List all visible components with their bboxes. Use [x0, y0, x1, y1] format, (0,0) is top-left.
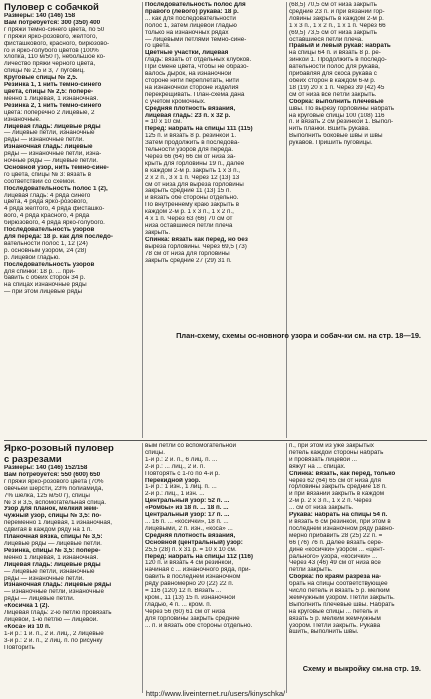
text-line: — изнаночные петли, изнаночные [4, 589, 104, 596]
text-line: Перекидной узор. [145, 477, 201, 484]
text-line: вательности полос для рукава, [289, 64, 380, 71]
text-line: Лицевая гладь: лицевые ряды [4, 561, 101, 568]
column-3 [289, 2, 427, 258]
column-divider [142, 2, 143, 438]
text-line: Лицевая гладь: 2-ю петлю провязать [4, 610, 112, 617]
text-line: переменно 1 лицевая, 1 изнаночная, [4, 520, 113, 527]
column-divider [286, 443, 287, 693]
section-pink-pullover [4, 443, 427, 693]
text-line: Размеры: 140 (146) 152/158 [4, 465, 88, 471]
text-line: рукавов. Пришить пуговицы. [289, 140, 373, 147]
text-line: Сборка: по краям разреза на- [289, 574, 382, 581]
text-line: Изнаночная гладь: лицевые [4, 144, 93, 151]
text-line: последнем изнаночном ряду равно- [289, 525, 395, 532]
text-line: 2-й р.: лиц., 1 изн. ... [145, 491, 205, 498]
text-line: Вам потребуется: 550 (600) 650 [4, 471, 101, 478]
text-line: Центральный узор: 17 п. ... [145, 512, 230, 519]
text-line: г пряжи темно-синего цвета, по 50 [4, 26, 105, 33]
text-line: 7% шелка, 125 м/50 г), спицы [4, 492, 90, 499]
text-line: вательности полос 1, 12 (24) [4, 240, 88, 247]
text-line: только на изнаночных рядах [145, 29, 229, 36]
text-line [289, 188, 427, 195]
text-line: Круговые спицы № 2,5. [4, 75, 78, 82]
text-line: 66 (76) 76 п. Далее вязать сере- [289, 539, 384, 546]
text-line: Вам потребуется: 300 (350) 400 [4, 19, 101, 26]
text-line: г пряжи ярко-розового цвета (70% [4, 478, 104, 485]
text-line [289, 230, 427, 237]
text-line: Спинка: вязать, как перед, только [289, 470, 396, 477]
text-line: Последовательность полос 1 (2), [4, 185, 108, 192]
text-line: Затем продолжить в последова- [145, 140, 240, 147]
text-line: 1-й р.: 1 и. п., 2 и. лиц., 2 лицевые [4, 630, 104, 637]
text-line [289, 216, 427, 223]
text-line: ряду равномерно 20 (22) 22 п. [145, 581, 234, 588]
text-line: 2-й р.: ... лиц., 2 и. п. [145, 463, 206, 470]
text-line [289, 202, 427, 209]
note-line: ки см. на стр. 18—19. [344, 331, 421, 340]
text-line: хлопка, 110 м/50 г), небольшое ко- [4, 54, 106, 61]
text-line: 78 см от низа для горловины [145, 250, 230, 257]
text-line: овечьей шерсти, 23% полиамида, [4, 485, 104, 492]
text-line [289, 237, 427, 244]
text-line: 125 п. и вязать 8 р. резинкой 1. [145, 133, 237, 140]
text-line: каждом 2-м р. 1 x 3 п., 1 x 2 п., [145, 209, 234, 216]
column-2 [145, 443, 283, 629]
text-line: го цвета, спицы № 3: вязать в [4, 171, 92, 178]
text-line: изнаночные. [4, 116, 41, 123]
section-divider [4, 440, 427, 441]
text-line: п., при этом из уже закрытых [289, 443, 374, 449]
text-line: лицевая гладь: 4 ряда синего [4, 192, 91, 199]
text-line: Через 43 (46) 49 см от низа все [289, 560, 381, 567]
text-line [289, 251, 427, 258]
text-line: Выполнить боковые швы и швы [289, 133, 383, 140]
text-line: р. лицевой гладью. [4, 254, 61, 261]
text-line: ловины закрыть в каждом 2-м р. [289, 15, 384, 22]
text-line: см от низа все петли закрыть. [289, 91, 377, 98]
text-line: вого, 4 ряда красного, 4 ряда [4, 213, 90, 220]
text-line: 4 x 1 п. Через 63 (66) 70 см от [145, 216, 233, 223]
text-line: Повторить [4, 644, 35, 651]
text-line: лицевой, 1-ю петлю — лицевой. [4, 616, 99, 623]
text-line: Резинка 2, 1 нить темно-синего [4, 102, 102, 109]
text-line: на изнаночной стороне изделия [145, 84, 239, 91]
text-line: лицевые ряды — лицевые петли. [4, 540, 102, 547]
text-line: выреза горловины. Через 69,5 (73) [145, 243, 247, 250]
text-line: для спинки: 18 р. ... при- [4, 268, 76, 275]
text-line: Основной узор, нить темно-сине- [4, 164, 109, 171]
text-line: Последовательность полос для [145, 2, 246, 8]
text-line: По внутреннему краю закрыть в [145, 202, 240, 209]
text-line: «Косичка 1 (2). [4, 603, 50, 610]
text-line: и вязать обе стороны отдельно. [145, 195, 239, 202]
text-line: низа оставшиеся петли плеча [145, 223, 233, 229]
text-line: Средняя плотность вязания, [145, 532, 236, 539]
text-line: на спицах изнаночные ряды [4, 282, 87, 289]
text-line: 2 x 2 п., 3 x 1 п. Через 12 (13) 13 [145, 174, 240, 181]
text-line: менно 1 лицевая, 1 изнаночная. [4, 95, 99, 102]
text-line: Рукава: набрать на спицы 54 п. [289, 512, 388, 519]
text-line: начиная с ... изнаночного ряда, при- [145, 567, 251, 574]
note-line: Схему и выкройку см. [302, 664, 384, 673]
text-line: тельности узоров для переда. [145, 147, 234, 154]
text-line: закрыть. [145, 229, 171, 236]
text-line: Средняя плотность вязания, [145, 105, 236, 112]
text-line: 3-й р.: 2 и. п., 2 лиц. п. по рисунку [4, 637, 103, 644]
text-line: бавить с обеих сторон 34 р. [4, 275, 86, 282]
text-line: ... как для последовательности [145, 15, 236, 22]
text-line: жемчужным узором. Петли закрыть. [289, 594, 395, 601]
text-line: «Ромбы» из 18 п. ... 18 п. ... [145, 505, 229, 512]
text-line: го и ярко-голубого цветов (100% [4, 47, 99, 54]
text-line: Узор для планок, мелкий жем- [4, 506, 99, 513]
text-line [289, 244, 427, 251]
text-line: бавить в последнем изнаночном [145, 574, 241, 581]
text-line: ряды — изнаночные петли, изна- [4, 151, 102, 158]
text-line: г пряжи ярко-розового, желтого, [4, 33, 98, 40]
column-1 [4, 443, 139, 651]
text-line: вым петли со вспомогательной [145, 443, 237, 449]
text-line: и при вязании закрыть в каждом [289, 491, 385, 498]
text-line: Центральный узор: 52 п. ... [145, 498, 230, 505]
text-line: ... 16 п. ... «косички», 18 п. ... [145, 518, 229, 525]
text-line: Резинка, спицы № 3,5: попере- [4, 547, 101, 554]
text-line: Пуловер с собачкой [4, 2, 99, 13]
text-line [289, 154, 427, 161]
text-line: Основной (центральный) узор: [145, 539, 243, 546]
text-line: стороне нити переплетать, нити [145, 77, 239, 84]
text-line: прибавляя для скоса рукава с [289, 71, 377, 78]
text-line: петли закрыть. [289, 567, 333, 574]
text-line: 1 x 3 п., 1 x 2 п., 1 x 1 п. Через 66 [289, 22, 386, 29]
text-line: и провязать лицевой ... [289, 456, 358, 463]
text-line: Последовательность узоров [4, 261, 95, 268]
text-line [289, 223, 427, 230]
text-line: = 10 x 10 см. [145, 119, 183, 126]
text-line: (68,5) 70,5 см от низа закрыть [289, 2, 377, 8]
text-line: на круговые спицы 100 (108) 116 [289, 112, 385, 119]
text-line: с разрезами [4, 454, 62, 465]
text-line: для горловины закрыть средние [145, 615, 240, 622]
text-line: валось дырок, на изнаночной [145, 71, 232, 78]
text-line: 120 п. и вязать 4 см резинкой, [145, 560, 234, 567]
text-line: средние 23 п. и при вязании гор- [289, 8, 385, 15]
text-line: швы. По вырезу горловины набрать [289, 105, 395, 112]
text-line: полос 1, затем лицевой гладью [145, 22, 237, 29]
text-line: спицы. [145, 449, 165, 456]
text-line: горловины закрыть средние 18 п. [289, 484, 387, 491]
text-line: 1-й р.: 1 изн., 1 лиц. п. ... [145, 484, 217, 491]
text-line: гладь: вязать от отдельных клубков. [145, 57, 252, 64]
text-line: Правый и левый рукав: набрать [289, 43, 391, 50]
text-line: нить планки. Вшить рукава. [289, 126, 370, 133]
text-line: Лицевая гладь: лицевые ряды [4, 123, 101, 130]
text-line: в каждом 2-м р. закрыть 1 x 3 п., [145, 167, 241, 174]
text-line: правого (левого) рукава: 18 р. [145, 8, 239, 15]
text-line: петель каждой стороны набрать [289, 449, 384, 456]
text-line [289, 195, 427, 202]
text-line: р. основным узором, 24 (28) [4, 247, 87, 254]
text-line: рального» узора, «косички» ... [289, 553, 378, 560]
column-1 [4, 2, 139, 296]
text-line: № 3 и 3,5, вспомогательная спица. [4, 499, 107, 506]
text-line: Планочная вязка, спицы № 3,5: [4, 534, 103, 541]
text-line: (69,5) 73,5 см от низа закрыть [289, 29, 377, 36]
text-line [289, 161, 427, 168]
text-line: ряды — лицевые петли. [4, 596, 75, 603]
text-line: Перед: набрать на спицы 111 (115) [145, 126, 253, 133]
text-line: цвета, 4 ряда ярко-розового, [4, 199, 88, 206]
text-line: оставшиеся петли плеча. [289, 36, 363, 43]
text-line: узором. Петли закрыть. Рукава [289, 622, 381, 629]
text-line: вязать 5 р. мелким жемчужным [289, 615, 381, 622]
text-line: Перед: набрать на спицы 112 (116) [145, 553, 253, 560]
text-line: — при этом лицевые ряды [4, 289, 83, 296]
text-line: Размеры: 140 (146) 158 [4, 13, 76, 19]
text-line: 2-м р. 2 x 3 п., 1 x 2 п. Через [289, 498, 372, 505]
text-line: 4 ряда желтого, 4 ряда фисташко- [4, 206, 105, 213]
text-line: Выполнить плечевые швы. Набрать [289, 601, 395, 608]
text-line: При смене цвета, чтобы не образо- [145, 64, 249, 71]
text-line: через 62 (64) 65 см от низа для [289, 477, 381, 484]
text-line: цвета: поперечно 2 лицевые, 2 [4, 109, 95, 116]
column-divider [142, 443, 143, 693]
text-line: обеих сторон в каждом 6-м р. [289, 77, 376, 84]
text-line: ... п. и вязать обе стороны отдельно. [145, 622, 253, 629]
text-line: бирюзового, 4 ряда ярко-голубого. [4, 220, 105, 227]
note-line: новного узора и собач- [258, 331, 345, 340]
text-line: «Коса» из 10 п. [4, 623, 51, 630]
section-dog-pullover [4, 2, 427, 438]
text-line: крыть для горловины 19 п., далее [145, 160, 245, 167]
text-line: — лицевые петли, изнаночные [4, 568, 95, 575]
text-line: закрыть средние 11 (13) 15 п. [145, 188, 232, 195]
text-line: сдвигая в каждом ряду на 1 п. [4, 527, 93, 534]
column-3 [289, 443, 427, 636]
text-line: Через 56 (60) 61 см от низа [145, 608, 226, 615]
text-line: Цветные участки, лицевая [145, 50, 229, 57]
text-line: Ярко-розовый пуловер [4, 443, 114, 454]
text-line: личество пряжи черного цвета, [4, 61, 96, 68]
text-line: Сборка: выполнить плечевые [289, 98, 384, 105]
text-line: 25,5 (28) п. x 31 р. = 10 x 10 см. [145, 546, 237, 553]
text-line: число петель и вязать 5 р. мелким [289, 588, 390, 595]
text-line: Повторять с 1-го по 4-й р. [145, 470, 220, 477]
text-line: гладью, 4 п. ... кром. п. [145, 601, 212, 608]
text-line: Спинка: вязать как перед, но без [145, 236, 248, 243]
reference-note [303, 665, 421, 673]
text-line: чужный узор, спицы № 3,5: по- [4, 513, 102, 520]
text-line: вяжут на ... спицах. [289, 463, 346, 470]
text-line: — лицевые петли, изнаночные [4, 130, 95, 137]
text-line: менно 1 лицевая, 1 изнаночная. [4, 554, 99, 561]
text-line: ночные ряды — лицевые петли. [4, 158, 98, 165]
text-line: 1-й р.: 2 и. п., 6 лиц. п. ... [145, 456, 218, 463]
text-line: и вязать 6 см резинкой, при этом в [289, 518, 391, 525]
text-line [289, 175, 427, 182]
text-line: брать на спицы соответствующее [289, 581, 388, 588]
reference-note [176, 332, 421, 340]
text-line: фисташкового, красного, бирюзово- [4, 40, 110, 47]
text-line: лицевая гладь: 23 п. x 32 р. [145, 112, 231, 119]
text-line: Изнаночная гладь: лицевые ряды [4, 582, 112, 589]
text-line [289, 182, 427, 189]
text-line: см от низа для выреза горловины [145, 181, 244, 188]
text-line: кром., 11 (13) 15 п. изнаночной [145, 594, 236, 601]
text-line [289, 168, 427, 175]
text-line: вшить, выполнить швы. [289, 629, 359, 636]
text-line: ряды — изнаночные петли. [4, 137, 84, 144]
text-line: Через 66 (64) 66 см от низа за- [145, 153, 236, 160]
text-line: дине «косички» узором ... «цент- [289, 546, 385, 553]
text-line: — лицевыми петлями темно-сине- [145, 36, 247, 43]
text-line: ... см от низа закрыть. [289, 505, 354, 512]
text-line: зинкой 1. Продолжить в последо- [289, 57, 387, 64]
column-2 [145, 2, 283, 264]
text-line: ряды — изнаночные петли. [4, 575, 84, 582]
text-line: = 116 (120) 12 п. Вязать ... [145, 588, 222, 595]
text-line: п. и вязать 2 см резинкой 1. Выпол- [289, 119, 394, 126]
text-line: с учетом кромочных. [145, 98, 206, 105]
text-line: спицы № 2,5 и 3, 7 пуговиц. [4, 68, 85, 75]
text-line: цвета, спицы № 2,5: попере- [4, 88, 94, 95]
note-line: на стр. 19. [383, 664, 421, 673]
text-line: для переда: 18 р. как для последо- [4, 234, 113, 240]
text-line: лицевыми, 2 п. изн., «коса» ... [145, 525, 233, 532]
text-line [289, 147, 427, 154]
text-line: на спицы 64 п. и вязать 8 р. ре- [289, 50, 381, 57]
text-line: Резинка 1, 1 нить темно-синего [4, 82, 102, 89]
text-line: на круговые спицы ... петель и [289, 608, 378, 615]
text-line: Последовательность узоров [4, 227, 95, 234]
text-line: соответствии со схемой. [4, 178, 76, 185]
text-line: закрыть средние 27 (29) 31 п. [145, 257, 232, 264]
note-line: План-схему, схемы ос- [176, 331, 259, 340]
text-line: перекрещивать. План-схема дана [145, 91, 245, 98]
column-divider [286, 2, 287, 438]
text-line [289, 209, 427, 216]
text-line: го цвета. [145, 43, 171, 50]
text-line: мерно прибавить 28 (25) 22 п. = [289, 532, 383, 539]
text-line: 18 (19) 20 x 1 п. Через 39 (42) 45 [289, 84, 385, 91]
footer-url: http://www.liveinternet.ru/users/kinyschka/ [145, 689, 286, 698]
